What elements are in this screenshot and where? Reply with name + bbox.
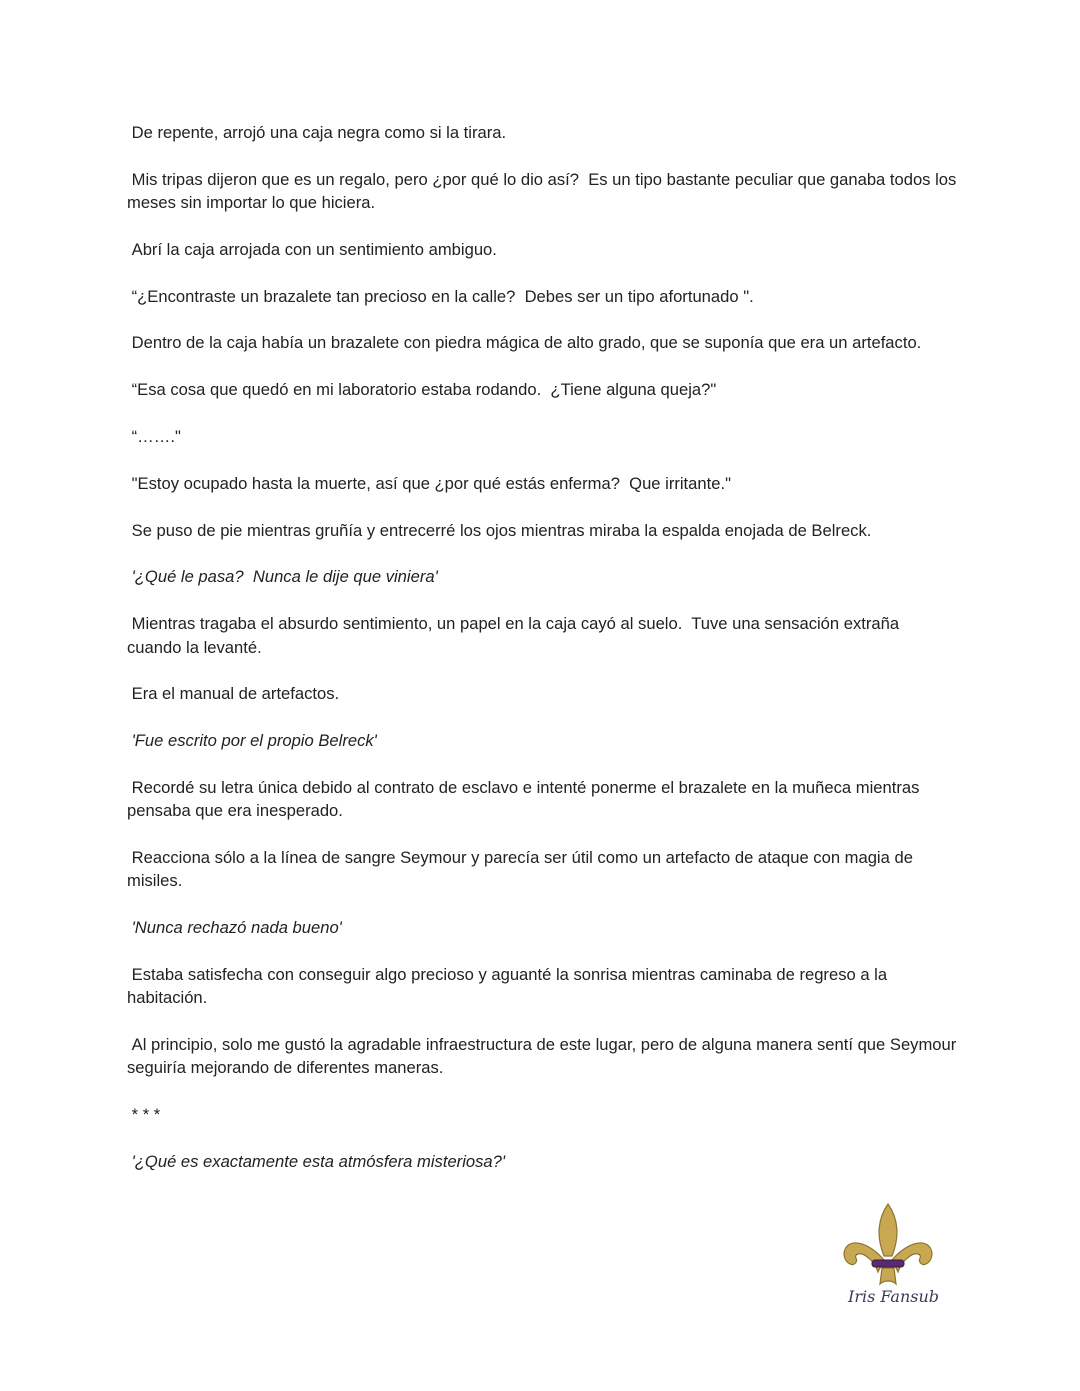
paragraph: De repente, arrojó una caja negra como si la tirara. bbox=[127, 123, 507, 142]
paragraph: Estaba satisfecha con conseguir algo precioso y aguanté la sonrisa mientras caminaba de regreso a la habitación. bbox=[127, 964, 892, 1008]
thought-paragraph: 'Fue escrito por el propio Belreck' bbox=[127, 731, 377, 751]
paragraph: Reacciona sólo a la línea de sangre Seymour y parecía ser útil como un artefacto de ataque con magia de misiles. bbox=[127, 848, 918, 891]
thought-paragraph: '¿Qué es exactamente esta atmósfera misteriosa?' bbox=[127, 1151, 506, 1171]
scene-break: * * * bbox=[127, 1105, 161, 1125]
paragraph: Al principio, solo me gustó la agradable infraestructura de este lugar, pero de alguna manera sentí que Seymour seguiría mejorando de diferentes maneras. bbox=[127, 1035, 961, 1078]
paragraph: Dentro de la caja había un brazalete con piedra mágica de alto grado, que se suponía que era un artefacto. bbox=[127, 333, 922, 353]
paragraph: Mis tripas dijeron que es un regalo, pero ¿por qué lo dio así? Es un tipo bastante peculiar que ganaba todos los meses sin importar lo que hiciera. bbox=[127, 169, 961, 213]
paragraph: “……." bbox=[127, 427, 181, 447]
paragraph: “¿Encontraste un brazalete tan precioso en la calle? Debes ser un tipo afortunado ". bbox=[127, 286, 754, 306]
thought-paragraph: 'Nunca rechazó nada bueno' bbox=[127, 918, 342, 938]
paragraph: Se puso de pie mientras gruñía y entrecerré los ojos mientras miraba la espalda enojada de Belreck. bbox=[127, 520, 872, 540]
logo-text: Iris Fansub bbox=[848, 1287, 939, 1306]
document-body bbox=[127, 121, 961, 1197]
iris-fansub-logo bbox=[838, 1200, 948, 1320]
fleur-de-lis-icon bbox=[840, 1200, 936, 1290]
paragraph: "Estoy ocupado hasta la muerte, así que ¿por qué estás enferma? Que irritante." bbox=[127, 473, 731, 493]
paragraph: Mientras tragaba el absurdo sentimiento, un papel en la caja cayó al suelo. Tuve una sensación extraña cuando la levanté. bbox=[127, 614, 904, 657]
thought-paragraph: '¿Qué le pasa? Nunca le dije que viniera' bbox=[127, 567, 438, 587]
paragraph: Recordé su letra única debido al contrato de esclavo e intenté ponerme el brazalete en la muñeca mientras pensaba que era inesperado. bbox=[127, 777, 924, 821]
paragraph: “Esa cosa que quedó en mi laboratorio estaba rodando. ¿Tiene alguna queja?" bbox=[127, 380, 717, 400]
paragraph: Abrí la caja arrojada con un sentimiento ambiguo. bbox=[127, 239, 497, 259]
paragraph: Era el manual de artefactos. bbox=[127, 684, 340, 704]
